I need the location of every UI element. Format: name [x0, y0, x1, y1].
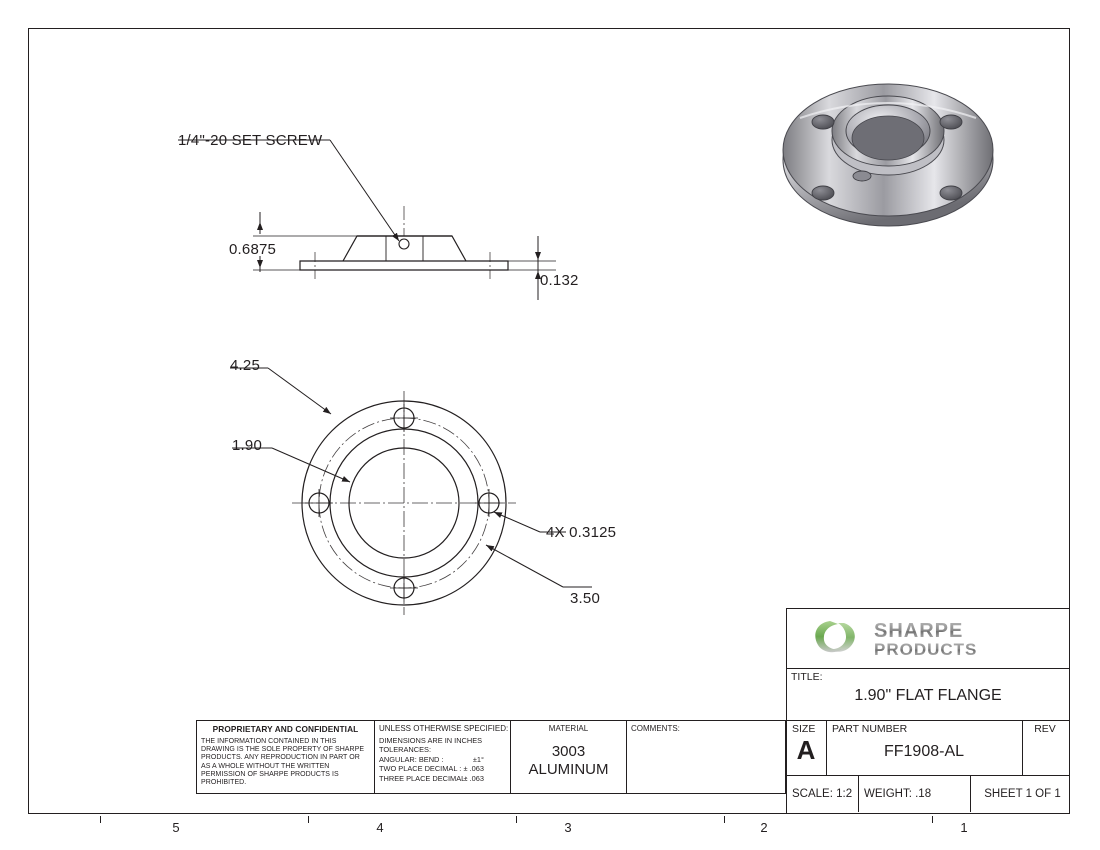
annotation-outer-diameter: 4.25 [230, 357, 260, 374]
size-label: SIZE [792, 723, 816, 735]
tolerance-note [375, 721, 511, 793]
tolerance-line-2: TOLERANCES: [379, 745, 432, 755]
tolerance-angular-label: ANGULAR: BEND : [379, 754, 444, 764]
tolerance-angular-value: ±1° [472, 754, 484, 764]
weight-value: WEIGHT: .18 [859, 776, 971, 812]
title-value: 1.90" FLAT FLANGE [854, 687, 1002, 704]
tolerance-three-place-label: THREE PLACE DECIMAL: [379, 773, 468, 783]
logo-text-sharpe: SHARPE [874, 619, 964, 642]
sharpe-products-logo-graphic [808, 615, 1048, 663]
tolerance-line-1: DIMENSIONS ARE IN INCHES [379, 736, 483, 745]
comments-note [627, 721, 785, 793]
tolerance-body [375, 733, 510, 783]
material-value [511, 733, 626, 779]
size-cell [787, 721, 827, 775]
material-note [511, 721, 627, 793]
zone-number-row [28, 816, 1070, 842]
material-value-line-2: ALUMINUM [528, 761, 609, 778]
tolerance-heading: UNLESS OTHERWISE SPECIFIED: [379, 724, 509, 733]
notes-block [196, 720, 786, 794]
rev-label: REV [1034, 723, 1056, 735]
material-heading: MATERIAL [548, 724, 589, 733]
sheet-value: SHEET 1 OF 1 [984, 788, 1061, 800]
annotation-bolt-circle: 3.50 [570, 590, 600, 607]
annotation-set-screw: 1/4"-20 SET SCREW [178, 132, 323, 149]
title-block [786, 608, 1070, 814]
tolerance-three-place-value: ± .063 [463, 773, 484, 783]
tolerance-line-3 [379, 755, 510, 764]
logo-text-products: PRODUCTS [874, 639, 978, 659]
tolerance-two-place-label: TWO PLACE DECIMAL : [379, 764, 462, 774]
zone-number-4: 4 [376, 820, 384, 835]
zone-number-5: 5 [172, 820, 180, 835]
zone-number-1: 1 [960, 820, 968, 835]
annotation-inner-diameter: 1.90 [232, 437, 262, 454]
zone-number-3: 3 [564, 820, 572, 835]
rev-cell [1023, 721, 1069, 775]
annotation-thickness: 0.132 [540, 272, 579, 289]
part-number-value: FF1908-AL [883, 743, 965, 760]
title-label: TITLE: [791, 671, 823, 683]
material-value-line-1: 3003 [551, 743, 586, 760]
scale-value: SCALE: 1:2 [787, 776, 859, 812]
annotation-hole-size: 4X 0.3125 [546, 524, 617, 541]
annotation-height: 0.6875 [229, 241, 277, 258]
zone-number-2: 2 [760, 820, 768, 835]
title-row [787, 669, 1069, 721]
comments-heading: COMMENTS: [631, 724, 680, 733]
part-number-cell [827, 721, 1023, 775]
scale-weight-sheet-row [787, 776, 1069, 812]
tolerance-line-4 [379, 764, 510, 773]
part-number-label: PART NUMBER [832, 723, 908, 735]
size-value: A [796, 735, 816, 765]
tolerance-two-place-value: ± .063 [463, 764, 484, 774]
part-row [787, 721, 1069, 776]
company-logo [787, 609, 1069, 669]
proprietary-body: THE INFORMATION CONTAINED IN THIS DRAWING IS THE SOLE PROPERTY OF SHARPE PRODUCTS. ANY REPRODUCTION IN PART OR AS A WHOLE WITHOUT THE WRITTEN PERMISSION OF SHARPE PRODUCTS IS PROHIBITED. [201, 738, 365, 787]
proprietary-heading: PROPRIETARY AND CONFIDENTIAL [212, 724, 359, 734]
proprietary-note [197, 721, 375, 793]
tolerance-line-5 [379, 774, 510, 783]
